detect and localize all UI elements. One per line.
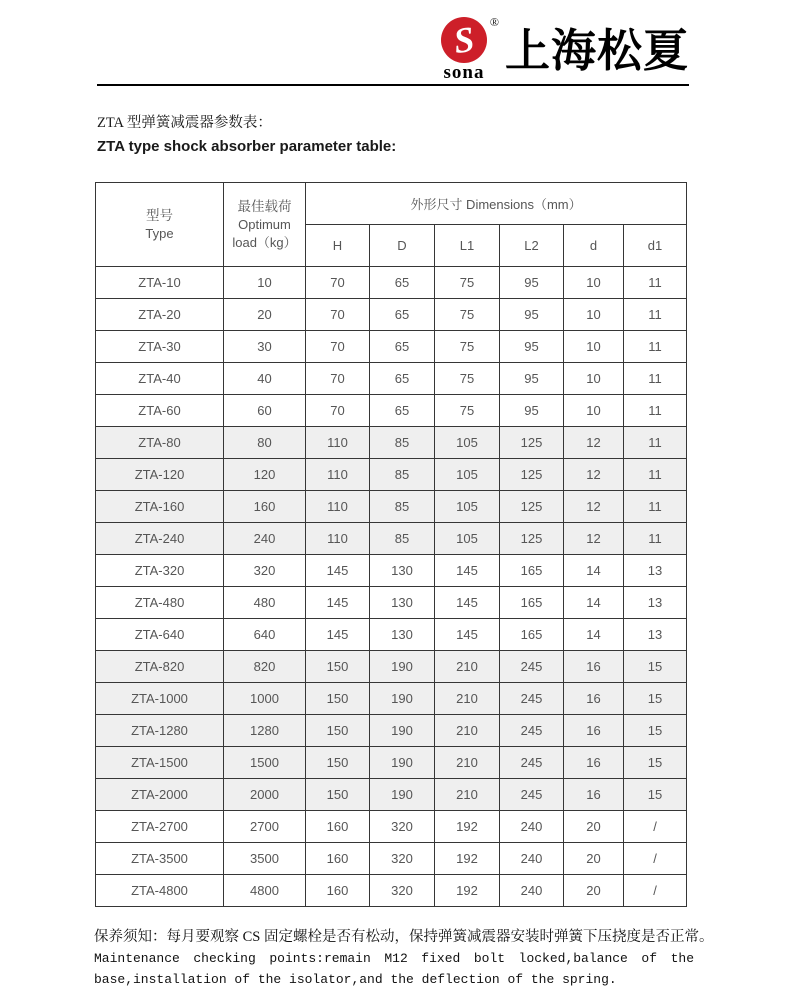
- value-cell: 14: [564, 555, 624, 587]
- value-cell: 11: [624, 459, 687, 491]
- header-load-en: Optimum load（kg）: [232, 217, 297, 250]
- value-cell: 4800: [224, 875, 306, 907]
- value-cell: 11: [624, 363, 687, 395]
- company-name: 上海松夏: [504, 25, 689, 76]
- value-cell: 70: [306, 267, 370, 299]
- type-cell: ZTA-3500: [96, 843, 224, 875]
- header-dim-h: H: [306, 225, 370, 267]
- value-cell: 80: [224, 427, 306, 459]
- value-cell: 165: [500, 619, 564, 651]
- table-body: [96, 267, 687, 907]
- value-cell: 110: [306, 459, 370, 491]
- value-cell: 12: [564, 491, 624, 523]
- type-cell: ZTA-60: [96, 395, 224, 427]
- value-cell: 145: [306, 587, 370, 619]
- value-cell: 16: [564, 683, 624, 715]
- page-titles: [97, 112, 800, 160]
- value-cell: 240: [500, 843, 564, 875]
- value-cell: /: [624, 843, 687, 875]
- table-row: [96, 651, 687, 683]
- value-cell: 190: [370, 747, 435, 779]
- parameter-table: [95, 182, 687, 907]
- value-cell: 15: [624, 747, 687, 779]
- value-cell: 240: [224, 523, 306, 555]
- type-cell: ZTA-240: [96, 523, 224, 555]
- value-cell: 125: [500, 459, 564, 491]
- value-cell: 10: [564, 267, 624, 299]
- value-cell: 10: [564, 331, 624, 363]
- value-cell: 160: [306, 811, 370, 843]
- type-cell: ZTA-320: [96, 555, 224, 587]
- type-cell: ZTA-160: [96, 491, 224, 523]
- value-cell: 210: [435, 715, 500, 747]
- value-cell: 95: [500, 267, 564, 299]
- value-cell: 14: [564, 619, 624, 651]
- value-cell: 192: [435, 875, 500, 907]
- header-load-zh: 最佳载荷: [237, 199, 292, 214]
- registered-trademark-icon: ®: [489, 15, 499, 29]
- value-cell: 245: [500, 747, 564, 779]
- table-row: [96, 875, 687, 907]
- value-cell: 85: [370, 491, 435, 523]
- value-cell: 85: [370, 523, 435, 555]
- value-cell: 60: [224, 395, 306, 427]
- value-cell: 160: [306, 875, 370, 907]
- table-row: [96, 843, 687, 875]
- value-cell: 11: [624, 395, 687, 427]
- value-cell: 245: [500, 715, 564, 747]
- value-cell: 210: [435, 683, 500, 715]
- value-cell: 13: [624, 555, 687, 587]
- table-row: [96, 555, 687, 587]
- header-dim-l1: L1: [435, 225, 500, 267]
- table-row: [96, 331, 687, 363]
- value-cell: 145: [435, 587, 500, 619]
- value-cell: /: [624, 875, 687, 907]
- value-cell: 150: [306, 779, 370, 811]
- header-dim-d1: d1: [624, 225, 687, 267]
- value-cell: 110: [306, 523, 370, 555]
- type-cell: ZTA-1000: [96, 683, 224, 715]
- document-page: [0, 14, 800, 990]
- value-cell: 16: [564, 747, 624, 779]
- table-row: [96, 427, 687, 459]
- header-type-zh: 型号: [146, 208, 173, 223]
- value-cell: 70: [306, 331, 370, 363]
- type-cell: ZTA-1280: [96, 715, 224, 747]
- value-cell: 75: [435, 395, 500, 427]
- header-dim-d-small: d: [564, 225, 624, 267]
- value-cell: 130: [370, 619, 435, 651]
- value-cell: 11: [624, 491, 687, 523]
- value-cell: 14: [564, 587, 624, 619]
- value-cell: 192: [435, 811, 500, 843]
- value-cell: 20: [564, 843, 624, 875]
- value-cell: 2000: [224, 779, 306, 811]
- value-cell: 75: [435, 331, 500, 363]
- value-cell: 20: [224, 299, 306, 331]
- type-cell: ZTA-640: [96, 619, 224, 651]
- value-cell: 105: [435, 427, 500, 459]
- value-cell: 20: [564, 811, 624, 843]
- value-cell: 105: [435, 459, 500, 491]
- value-cell: 40: [224, 363, 306, 395]
- value-cell: 11: [624, 267, 687, 299]
- value-cell: 65: [370, 299, 435, 331]
- header-dim-d: D: [370, 225, 435, 267]
- value-cell: 480: [224, 587, 306, 619]
- value-cell: 110: [306, 427, 370, 459]
- value-cell: 95: [500, 363, 564, 395]
- type-cell: ZTA-2000: [96, 779, 224, 811]
- value-cell: 65: [370, 331, 435, 363]
- value-cell: 75: [435, 267, 500, 299]
- value-cell: 320: [370, 843, 435, 875]
- value-cell: 16: [564, 779, 624, 811]
- value-cell: 150: [306, 715, 370, 747]
- value-cell: 11: [624, 331, 687, 363]
- type-cell: ZTA-80: [96, 427, 224, 459]
- value-cell: 15: [624, 651, 687, 683]
- value-cell: 70: [306, 299, 370, 331]
- value-cell: 210: [435, 747, 500, 779]
- value-cell: 75: [435, 299, 500, 331]
- value-cell: 160: [306, 843, 370, 875]
- logo-monogram: S: [451, 18, 477, 62]
- value-cell: 12: [564, 523, 624, 555]
- value-cell: /: [624, 811, 687, 843]
- value-cell: 210: [435, 779, 500, 811]
- value-cell: 820: [224, 651, 306, 683]
- value-cell: 11: [624, 427, 687, 459]
- table-row: [96, 587, 687, 619]
- table-row: [96, 779, 687, 811]
- type-cell: ZTA-120: [96, 459, 224, 491]
- value-cell: 320: [370, 811, 435, 843]
- value-cell: 145: [435, 619, 500, 651]
- header-load: [224, 183, 306, 267]
- maintenance-note-chinese: 保养须知：每月要观察 CS 固定螺栓是否有松动，保持弹簧减震器安装时弹簧下压挠度是否正常。: [94, 929, 714, 945]
- value-cell: 145: [435, 555, 500, 587]
- value-cell: 10: [564, 363, 624, 395]
- value-cell: 16: [564, 651, 624, 683]
- value-cell: 65: [370, 395, 435, 427]
- value-cell: 75: [435, 363, 500, 395]
- value-cell: 13: [624, 619, 687, 651]
- value-cell: 130: [370, 587, 435, 619]
- type-cell: ZTA-1500: [96, 747, 224, 779]
- type-cell: ZTA-20: [96, 299, 224, 331]
- type-cell: ZTA-30: [96, 331, 224, 363]
- value-cell: 165: [500, 587, 564, 619]
- value-cell: 95: [500, 395, 564, 427]
- value-cell: 30: [224, 331, 306, 363]
- value-cell: 120: [224, 459, 306, 491]
- header-dimensions: 外形尺寸 Dimensions（mm）: [306, 183, 687, 225]
- value-cell: 145: [306, 619, 370, 651]
- value-cell: 13: [624, 587, 687, 619]
- value-cell: 192: [435, 843, 500, 875]
- value-cell: 11: [624, 523, 687, 555]
- value-cell: 160: [224, 491, 306, 523]
- value-cell: 15: [624, 715, 687, 747]
- table-row: [96, 395, 687, 427]
- value-cell: 105: [435, 491, 500, 523]
- value-cell: 190: [370, 779, 435, 811]
- value-cell: 245: [500, 779, 564, 811]
- value-cell: 240: [500, 875, 564, 907]
- value-cell: 12: [564, 459, 624, 491]
- value-cell: 125: [500, 491, 564, 523]
- header-type-en: Type: [145, 226, 174, 241]
- value-cell: 190: [370, 683, 435, 715]
- value-cell: 85: [370, 427, 435, 459]
- value-cell: 245: [500, 651, 564, 683]
- table-row: [96, 299, 687, 331]
- header-dim-l2: L2: [500, 225, 564, 267]
- value-cell: 240: [500, 811, 564, 843]
- value-cell: 12: [564, 427, 624, 459]
- value-cell: 145: [306, 555, 370, 587]
- value-cell: 210: [435, 651, 500, 683]
- value-cell: 85: [370, 459, 435, 491]
- type-cell: ZTA-820: [96, 651, 224, 683]
- value-cell: 70: [306, 363, 370, 395]
- logo: [433, 15, 499, 83]
- maintenance-notes: [94, 927, 714, 990]
- type-cell: ZTA-40: [96, 363, 224, 395]
- value-cell: 125: [500, 523, 564, 555]
- value-cell: 105: [435, 523, 500, 555]
- value-cell: 125: [500, 427, 564, 459]
- value-cell: 1280: [224, 715, 306, 747]
- type-cell: ZTA-4800: [96, 875, 224, 907]
- value-cell: 320: [224, 555, 306, 587]
- value-cell: 150: [306, 747, 370, 779]
- table-row: [96, 491, 687, 523]
- value-cell: 245: [500, 683, 564, 715]
- value-cell: 10: [564, 299, 624, 331]
- type-cell: ZTA-10: [96, 267, 224, 299]
- sona-logo-icon: [441, 17, 487, 63]
- brand-name: sona: [443, 62, 485, 83]
- table-row: [96, 683, 687, 715]
- table-row: [96, 619, 687, 651]
- value-cell: 1500: [224, 747, 306, 779]
- value-cell: 95: [500, 299, 564, 331]
- table-row: [96, 363, 687, 395]
- value-cell: 130: [370, 555, 435, 587]
- type-cell: ZTA-2700: [96, 811, 224, 843]
- table-row: [96, 459, 687, 491]
- brand-header: [97, 14, 689, 86]
- value-cell: 65: [370, 267, 435, 299]
- value-cell: 70: [306, 395, 370, 427]
- value-cell: 11: [624, 299, 687, 331]
- type-cell: ZTA-480: [96, 587, 224, 619]
- header-type: [96, 183, 224, 267]
- value-cell: 16: [564, 715, 624, 747]
- table-row: [96, 747, 687, 779]
- value-cell: 1000: [224, 683, 306, 715]
- value-cell: 95: [500, 331, 564, 363]
- value-cell: 65: [370, 363, 435, 395]
- value-cell: 110: [306, 491, 370, 523]
- value-cell: 640: [224, 619, 306, 651]
- table-row: [96, 811, 687, 843]
- value-cell: 15: [624, 683, 687, 715]
- value-cell: 2700: [224, 811, 306, 843]
- value-cell: 150: [306, 683, 370, 715]
- value-cell: 15: [624, 779, 687, 811]
- table-row: [96, 715, 687, 747]
- value-cell: 190: [370, 651, 435, 683]
- value-cell: 190: [370, 715, 435, 747]
- value-cell: 150: [306, 651, 370, 683]
- title-chinese: ZTA 型弹簧减震器参数表：: [97, 115, 272, 131]
- value-cell: 320: [370, 875, 435, 907]
- value-cell: 10: [564, 395, 624, 427]
- value-cell: 165: [500, 555, 564, 587]
- value-cell: 10: [224, 267, 306, 299]
- value-cell: 3500: [224, 843, 306, 875]
- table-row: [96, 267, 687, 299]
- maintenance-note-english: Maintenance checking points:remain M12 fixed bolt locked,balance of the base,installation of the isolator,and the deflection of the spring.: [94, 951, 694, 987]
- value-cell: 20: [564, 875, 624, 907]
- title-english: ZTA type shock absorber parameter table:: [97, 138, 397, 155]
- table-row: [96, 523, 687, 555]
